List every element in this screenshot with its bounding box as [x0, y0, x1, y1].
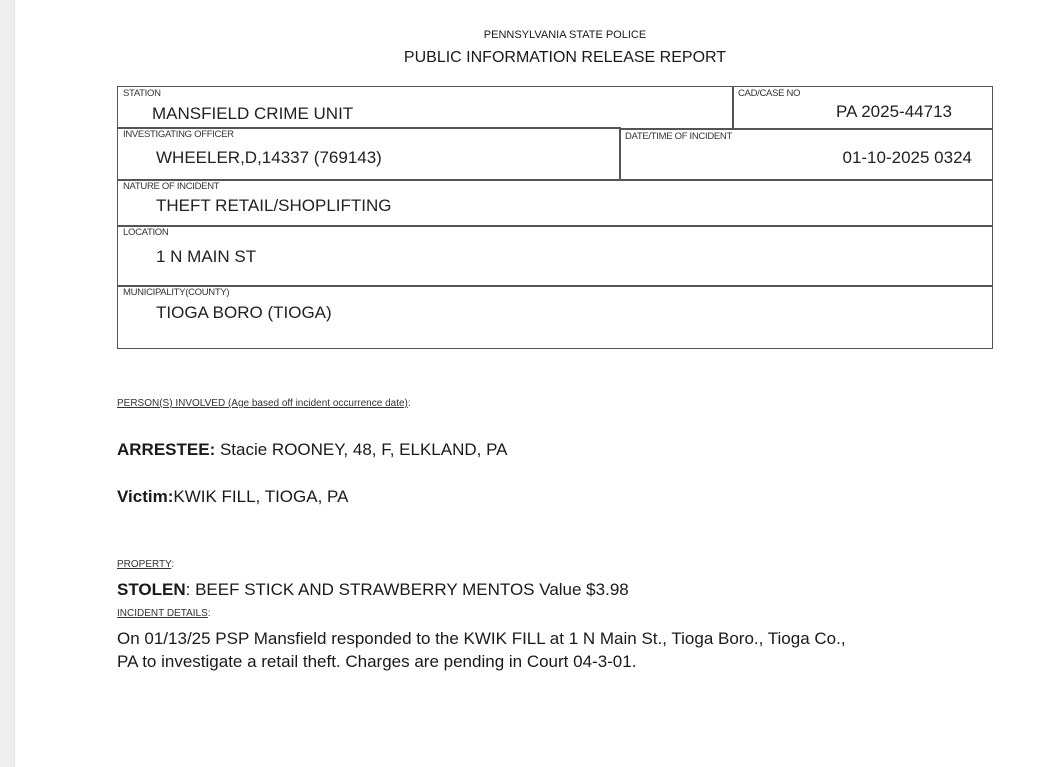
officer-cell: [117, 127, 621, 181]
municipality-label: MUNICIPALITY(COUNTY): [123, 287, 230, 298]
station-label: STATION: [123, 88, 161, 99]
stolen-value: : BEEF STICK AND STRAWBERRY MENTOS Value $3.98: [185, 580, 629, 599]
location-label: LOCATION: [123, 227, 169, 238]
case-no-value: PA 2025-44713: [836, 102, 952, 121]
incident-details-label: INCIDENT DETAILS:: [117, 608, 211, 619]
agency-name: PENNSYLVANIA STATE POLICE: [483, 29, 647, 41]
victim-label: Victim:: [117, 487, 174, 506]
victim-line: [117, 487, 348, 507]
arrestee-label: ARRESTEE:: [117, 440, 216, 459]
arrestee-value: Stacie ROONEY, 48, F, ELKLAND, PA: [215, 440, 508, 459]
property-text: PROPERTY: [117, 559, 172, 570]
persons-involved-text: PERSON(S) INVOLVED (Age based off incident occurrence date): [117, 398, 408, 409]
persons-involved-label: PERSON(S) INVOLVED (Age based off incident occurrence date):: [117, 398, 411, 409]
datetime-cell: [619, 129, 993, 181]
report-title: PUBLIC INFORMATION RELEASE REPORT: [403, 49, 727, 66]
location-value: 1 N MAIN ST: [156, 247, 257, 266]
officer-value: WHEELER,D,14337 (769143): [156, 148, 382, 167]
victim-value: KWIK FILL, TIOGA, PA: [173, 487, 349, 506]
datetime-value: 01-10-2025 0324: [842, 148, 972, 167]
incident-details-text: INCIDENT DETAILS: [117, 608, 208, 619]
station-cell: [117, 86, 734, 129]
nature-value: THEFT RETAIL/SHOPLIFTING: [156, 196, 392, 215]
nature-cell: [117, 179, 993, 227]
case-no-cell: [732, 86, 993, 129]
case-no-label: CAD/CASE NO: [738, 88, 801, 99]
arrestee-line: [117, 440, 508, 460]
incident-details-line-2: PA to investigate a retail theft. Charges are pending in Court 04-3-01.: [117, 652, 637, 671]
stolen-label: STOLEN: [117, 580, 186, 599]
municipality-cell: [117, 285, 993, 349]
viewer-left-margin: [0, 0, 15, 767]
property-label: PROPERTY:: [117, 559, 175, 570]
municipality-value: TIOGA BORO (TIOGA): [156, 303, 332, 322]
location-cell: [117, 225, 993, 287]
nature-label: NATURE OF INCIDENT: [123, 181, 220, 192]
stolen-line: [117, 580, 629, 600]
incident-details-line-1: On 01/13/25 PSP Mansfield responded to the KWIK FILL at 1 N Main St., Tioga Boro., Tioga Co.,: [117, 629, 846, 648]
station-value: MANSFIELD CRIME UNIT: [152, 104, 354, 123]
datetime-label: DATE/TIME OF INCIDENT: [625, 131, 732, 142]
officer-label: INVESTIGATING OFFICER: [123, 129, 234, 140]
